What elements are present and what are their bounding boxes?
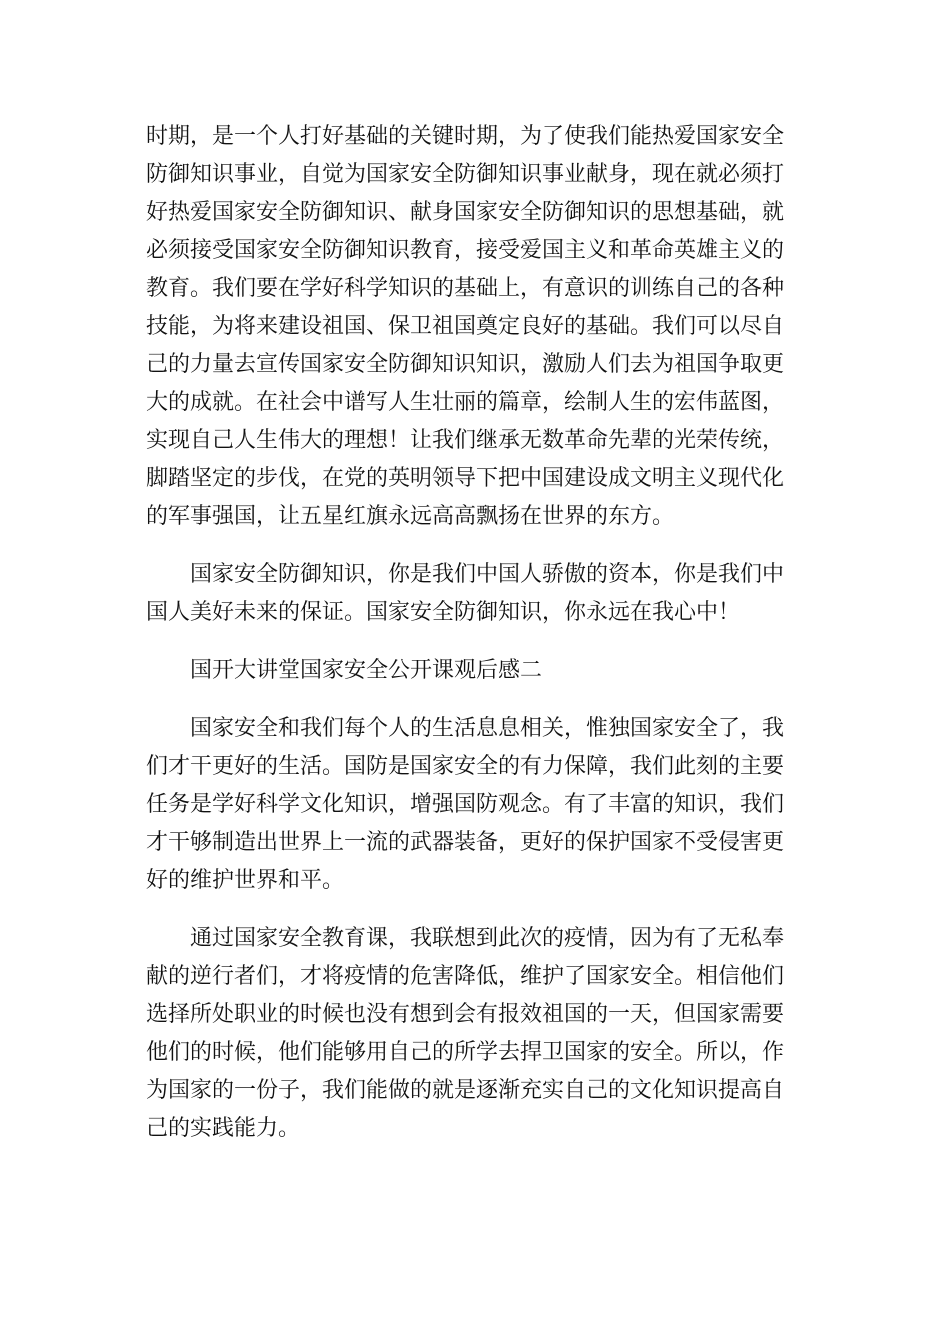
paragraph-3 bbox=[146, 710, 810, 900]
paragraph-line: 选择所处职业的时候也没有想到会有报效祖国的一天，但国家需要 bbox=[146, 1002, 785, 1027]
paragraph-line: 防御知识事业，自觉为国家安全防御知识事业献身，现在就必须打 bbox=[146, 162, 785, 187]
paragraph-line: 教育。我们要在学好科学知识的基础上，有意识的训练自己的各种 bbox=[146, 276, 785, 301]
section-heading bbox=[146, 652, 810, 690]
paragraph-1 bbox=[146, 118, 810, 536]
paragraph-line: 国人美好未来的保证。国家安全防御知识，你永远在我心中！ bbox=[146, 600, 741, 625]
paragraph-line: 好热爱国家安全防御知识、献身国家安全防御知识的思想基础，就 bbox=[146, 200, 785, 225]
paragraph-line: 己的实践能力。 bbox=[146, 1116, 301, 1141]
paragraph-line: 实现自己人生伟大的理想！让我们继承无数革命先辈的光荣传统， bbox=[146, 428, 785, 453]
paragraph-line: 任务是学好科学文化知识，增强国防观念。有了丰富的知识，我们 bbox=[146, 792, 785, 817]
paragraph-spacing bbox=[146, 900, 810, 920]
paragraph-2 bbox=[146, 556, 810, 632]
paragraph-line: 必须接受国家安全防御知识教育，接受爱国主义和革命英雄主义的 bbox=[146, 238, 785, 263]
paragraph-spacing bbox=[146, 690, 810, 710]
paragraph-line: 脚踏坚定的步伐，在党的英明领导下把中国建设成文明主义现代化 bbox=[146, 466, 785, 491]
paragraph-spacing bbox=[146, 536, 810, 556]
paragraph-4 bbox=[146, 920, 810, 1148]
paragraph-line: 时期，是一个人打好基础的关键时期，为了使我们能热爱国家安全 bbox=[146, 124, 785, 149]
paragraph-line: 他们的时候，他们能够用自己的所学去捍卫国家的安全。所以，作 bbox=[146, 1040, 785, 1065]
paragraph-line: 献的逆行者们，才将疫情的危害降低，维护了国家安全。相信他们 bbox=[146, 964, 785, 989]
paragraph-line: 为国家的一份子，我们能做的就是逐渐充实自己的文化知识提高自 bbox=[146, 1078, 785, 1103]
paragraph-line: 己的力量去宣传国家安全防御知识知识，激励人们去为祖国争取更 bbox=[146, 352, 785, 377]
paragraph-line: 国家安全和我们每个人的生活息息相关，惟独国家安全了，我 bbox=[190, 716, 785, 741]
paragraph-line: 国家安全防御知识，你是我们中国人骄傲的资本，你是我们中 bbox=[190, 562, 785, 587]
document-body bbox=[146, 118, 810, 1148]
paragraph-spacing bbox=[146, 632, 810, 652]
paragraph-line: 们才干更好的生活。国防是国家安全的有力保障，我们此刻的主要 bbox=[146, 754, 785, 779]
paragraph-line: 通过国家安全教育课，我联想到此次的疫情，因为有了无私奉 bbox=[190, 926, 785, 951]
paragraph-line: 技能，为将来建设祖国、保卫祖国奠定良好的基础。我们可以尽自 bbox=[146, 314, 785, 339]
paragraph-line: 好的维护世界和平。 bbox=[146, 868, 345, 893]
paragraph-line: 的军事强国，让五星红旗永远高高飘扬在世界的东方。 bbox=[146, 504, 675, 529]
heading-line: 国开大讲堂国家安全公开课观后感二 bbox=[190, 658, 543, 683]
paragraph-line: 大的成就。在社会中谱写人生壮丽的篇章，绘制人生的宏伟蓝图， bbox=[146, 390, 785, 415]
paragraph-line: 才干够制造出世界上一流的武器装备，更好的保护国家不受侵害更 bbox=[146, 830, 785, 855]
